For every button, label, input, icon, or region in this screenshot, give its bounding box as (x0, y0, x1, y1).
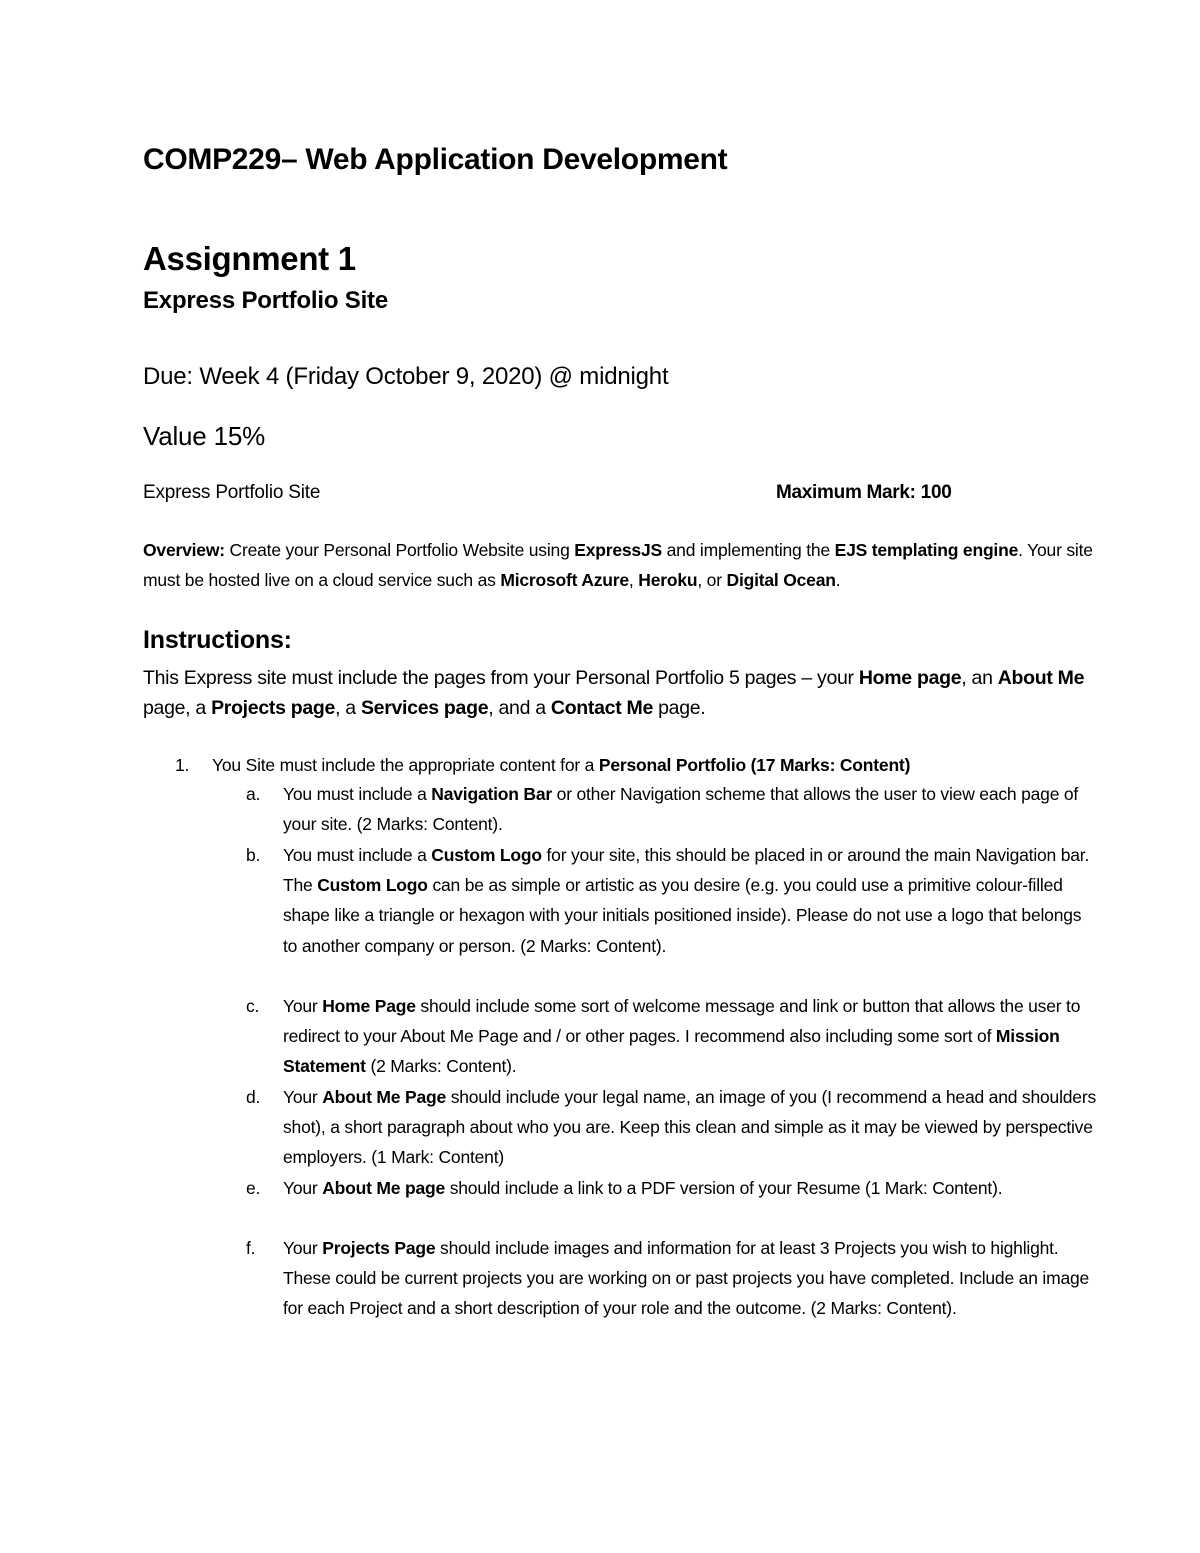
sub-item-letter: d. (246, 1087, 261, 1107)
item-bold: Custom Logo (317, 875, 428, 896)
sub-item-e (246, 1173, 1096, 1203)
sub-item-text (283, 1233, 1096, 1324)
sub-item-letter: c. (246, 996, 260, 1016)
course-title: COMP229– Web Application Development (143, 143, 728, 176)
item-text: (2 Marks: Content). (365, 1056, 517, 1077)
overview-text: , (628, 570, 639, 590)
overview-bold: Microsoft Azure (500, 570, 629, 590)
instructions-text: This Express site must include the pages from your Personal Portfolio 5 pages – your (143, 667, 859, 689)
sub-item-text (283, 779, 1096, 839)
instructions-text: , and a (488, 697, 551, 719)
sub-item-f (246, 1233, 1096, 1324)
sub-item-a (246, 779, 1096, 839)
overview-label: Overview: (143, 540, 225, 560)
item-bold: Navigation Bar (431, 784, 552, 804)
overview-bold: ExpressJS (574, 540, 662, 560)
assignment-title: Assignment 1 (143, 240, 356, 277)
instructions-bold: About Me (997, 667, 1085, 689)
item-bold: Projects Page (322, 1238, 436, 1258)
item-bold: About Me page (322, 1178, 446, 1198)
overview-bold: EJS templating engine (834, 540, 1019, 560)
overview-text: . Your site must be hosted live on a cloud service such as (143, 540, 1093, 590)
item-text: You Site must include the appropriate content for a (212, 755, 599, 775)
item-text: for your site, this should be placed in or around the main Navigation bar. The (283, 845, 1090, 896)
sub-item-c (246, 991, 1096, 1082)
instructions-text: , an (961, 667, 998, 689)
instructions-bold: Services page (360, 697, 489, 719)
assignment-subtitle: Express Portfolio Site (143, 287, 388, 314)
item-text: or other Navigation scheme that allows the user to view each page of your site. (2 Marks: Content). (283, 784, 1079, 835)
instructions-text: page. (653, 697, 706, 719)
sub-item-letter: a. (246, 784, 261, 804)
overview-text: and implementing the (661, 540, 835, 560)
overview-bold: Heroku (638, 570, 698, 590)
sub-item-letter: f. (246, 1238, 256, 1258)
sub-item-letter: e. (246, 1178, 261, 1198)
instructions-bold: Contact Me (550, 697, 653, 719)
due-date: Due: Week 4 (Friday October 9, 2020) @ midnight (143, 363, 669, 390)
instructions-bold: Home page (858, 667, 962, 689)
item-text: Your (283, 1238, 323, 1258)
sub-item-d (246, 1082, 1096, 1173)
item-text: You must include a (283, 784, 432, 804)
item-bold: Mission Statement (283, 1026, 1060, 1077)
overview-bold: Digital Ocean (726, 570, 836, 590)
list-number: 1. (175, 755, 190, 775)
maximum-mark: Maximum Mark: 100 (776, 482, 952, 503)
instructions-paragraph (143, 663, 1103, 723)
instructions-text: , a (335, 697, 361, 719)
sub-item-letter: b. (246, 845, 261, 865)
overview-text: Create your Personal Portfolio Website using (224, 540, 575, 560)
item-text: Your (283, 1178, 323, 1198)
sub-item-b (246, 840, 1096, 961)
overview-paragraph (143, 535, 1103, 595)
instructions-text: page, a (143, 697, 212, 719)
sub-item-text (283, 840, 1096, 961)
overview-text: . (835, 570, 841, 590)
item-text: You must include a (283, 845, 432, 865)
sub-item-text (283, 1082, 1096, 1173)
instructions-bold: Projects page (211, 697, 336, 719)
overview-text: , or (697, 570, 727, 590)
list-item-text (212, 750, 910, 780)
site-label: Express Portfolio Site (143, 482, 321, 503)
sub-item-text (283, 991, 1096, 1082)
item-text: should include a link to a PDF version of your Resume (1 Mark: Content). (445, 1178, 1003, 1198)
item-text: Your (283, 1087, 323, 1107)
item-text: can be as simple or artistic as you desire (e.g. you could use a primitive colour-filled shape like a triangle or hexagon with your initials positioned inside). Please do not use a logo that belongs to another company or person. (2 Marks: Content). (283, 875, 1082, 956)
item-bold: Home Page (322, 996, 416, 1016)
item-text: Your (283, 996, 323, 1016)
item-text: should include some sort of welcome message and link or button that allows the user to redirect to your About Me Page and / or other pages. I recommend also including some sort of (283, 996, 1081, 1047)
item-bold: About Me Page (322, 1087, 447, 1107)
item-text: should include images and information for at least 3 Projects you wish to highlight. These could be current projects you are working on or past projects you have completed. Include an image for each Project and a short description of your role and the outcome. (2 Marks: Content). (283, 1238, 1090, 1319)
sub-item-text (283, 1173, 1096, 1203)
instructions-heading: Instructions: (143, 626, 292, 654)
item-text: should include your legal name, an image of you (I recommend a head and shoulders shot), a short paragraph about who you are. Keep this clean and simple as it may be viewed by perspective employers. (1 Mark: Content) (283, 1087, 1097, 1168)
item-bold: Custom Logo (431, 845, 542, 865)
assignment-value: Value 15% (143, 421, 266, 451)
item-bold: Personal Portfolio (17 Marks: Content) (598, 755, 911, 775)
